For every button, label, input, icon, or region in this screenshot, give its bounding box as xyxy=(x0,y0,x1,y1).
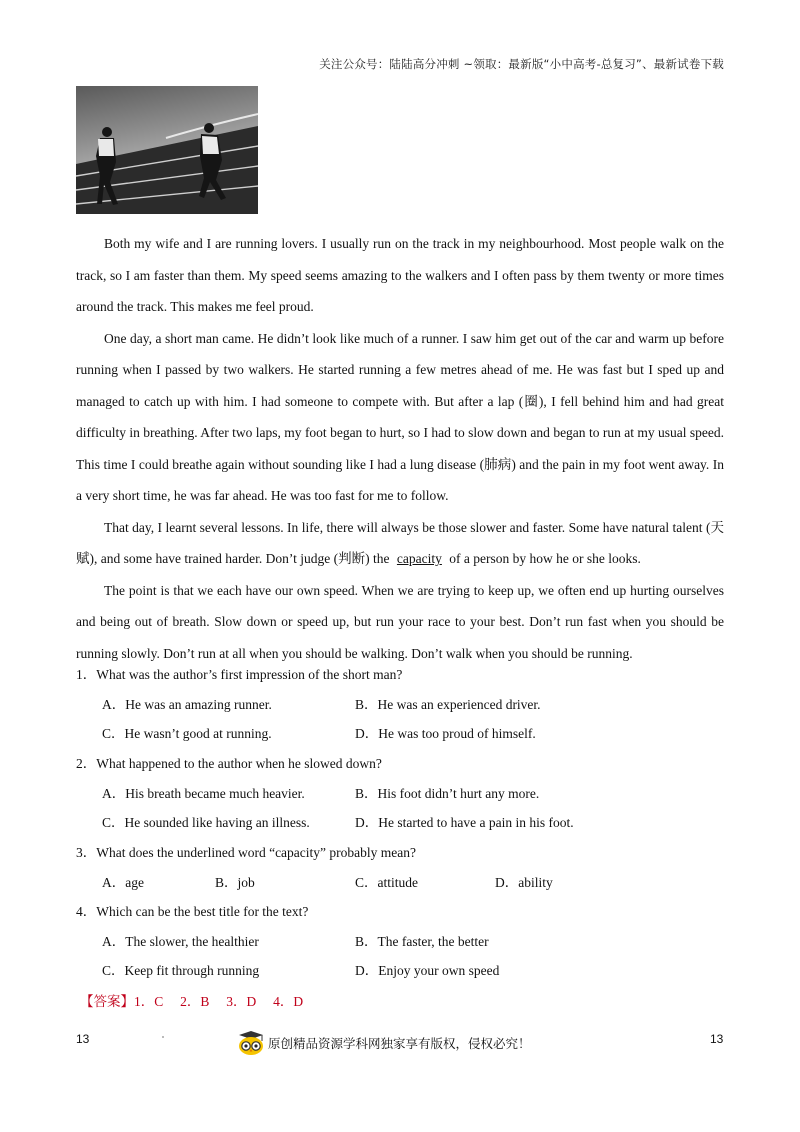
option-c: C．Keep fit through running xyxy=(102,963,260,978)
option-d: D．He started to have a pain in his foot. xyxy=(355,815,574,830)
options-row xyxy=(76,779,724,809)
question-4 xyxy=(76,897,724,986)
underlined-word: capacity xyxy=(396,551,442,566)
question-stem: 3．What does the underlined word “capacity” probably mean? xyxy=(76,845,416,860)
option-c: C．attitude xyxy=(355,874,418,890)
copyright-text: 原创精品资源学科网独家享有版权，侵权必究！ xyxy=(268,1036,531,1051)
page-number-left: 13 xyxy=(76,1032,90,1046)
options-row xyxy=(76,956,724,986)
divider-dot xyxy=(162,1036,164,1038)
options-row xyxy=(76,868,724,898)
option-b: B．job xyxy=(215,874,255,890)
paragraph-1: Both my wife and I are running lovers. I usually run on the track in my neighbourhood. Most people walk on the track, so I am faster than them. My speed seems amazing to the walkers and I often pass by them twenty or more times around the track. This makes me feel proud. xyxy=(76,236,724,314)
runners-illustration xyxy=(76,86,258,214)
options-row xyxy=(76,808,724,838)
question-stem: 2．What happened to the author when he slowed down? xyxy=(76,756,382,771)
question-stem: 4．Which can be the best title for the text? xyxy=(76,904,309,919)
page-number-right: 13 xyxy=(710,1032,724,1046)
option-c: C．He sounded like having an illness. xyxy=(102,815,310,830)
question-3 xyxy=(76,838,724,897)
question-1 xyxy=(76,660,724,749)
option-a: A．He was an amazing runner. xyxy=(102,696,272,712)
options-row xyxy=(76,690,724,720)
options-row xyxy=(76,927,724,957)
option-d: D．ability xyxy=(495,874,553,890)
option-b: B．The faster, the better xyxy=(355,933,489,949)
paragraph-3-text-after: of a person by how he or she looks. xyxy=(445,551,641,566)
owl-logo-icon xyxy=(236,1030,266,1056)
copyright-footer xyxy=(236,1030,531,1056)
answer-key: 【答案】1．C 2．B 3．D 4．D xyxy=(80,994,304,1009)
runners-photo xyxy=(76,86,258,214)
paragraph-4: The point is that we each have our own speed. When we are trying to keep up, we often end up hurting ourselves and being out of breath. Slow down or speed up, but run your race to your best. Don’t run fast when you should be running slowly. Don’t run at all when you should be walking. Don’t walk when you should be running. xyxy=(76,582,724,661)
option-a: A．The slower, the healthier xyxy=(102,933,259,949)
option-a: A．age xyxy=(102,874,144,890)
paragraph-2: One day, a short man came. He didn’t look like much of a runner. I saw him get out of the car and warm up before running when I passed by two walkers. He started running a few metres ahead of me. He was fast but I sped up and managed to catch up with him. I had someone to compete with. But after a lap (圈), I fell behind him and had great difficulty in breathing. After two laps, my foot began to hurt, so I had to slow down and began to run at my usual speed. This time I could breathe again without sounding like I had a lung disease (肺病) and the pain in my foot went away. In a very short time, he was far ahead. He was too fast for me to follow. xyxy=(76,330,724,503)
reading-passage xyxy=(76,228,724,669)
option-d: D．He was too proud of himself. xyxy=(355,726,536,741)
option-c: C．He wasn’t good at running. xyxy=(102,726,272,741)
option-b: B．His foot didn’t hurt any more. xyxy=(355,785,540,801)
question-2 xyxy=(76,749,724,838)
paragraph-3 xyxy=(76,512,724,575)
paragraph-3-text-before: That day, I learnt several lessons. In life, there will always be those slower and faster. Some have natural talent (天赋), and some have trained harder. Don’t judge (判断) the xyxy=(76,519,724,566)
page-header: 关注公众号：陆陆高分冲刺 ~领取：最新版“小中高考-总复习”、最新试卷下载 xyxy=(319,57,724,71)
option-d: D．Enjoy your own speed xyxy=(355,963,500,978)
option-a: A．His breath became much heavier. xyxy=(102,785,305,801)
options-row xyxy=(76,719,724,749)
question-stem: 1．What was the author’s first impression of the short man? xyxy=(76,667,403,682)
option-b: B．He was an experienced driver. xyxy=(355,696,541,712)
